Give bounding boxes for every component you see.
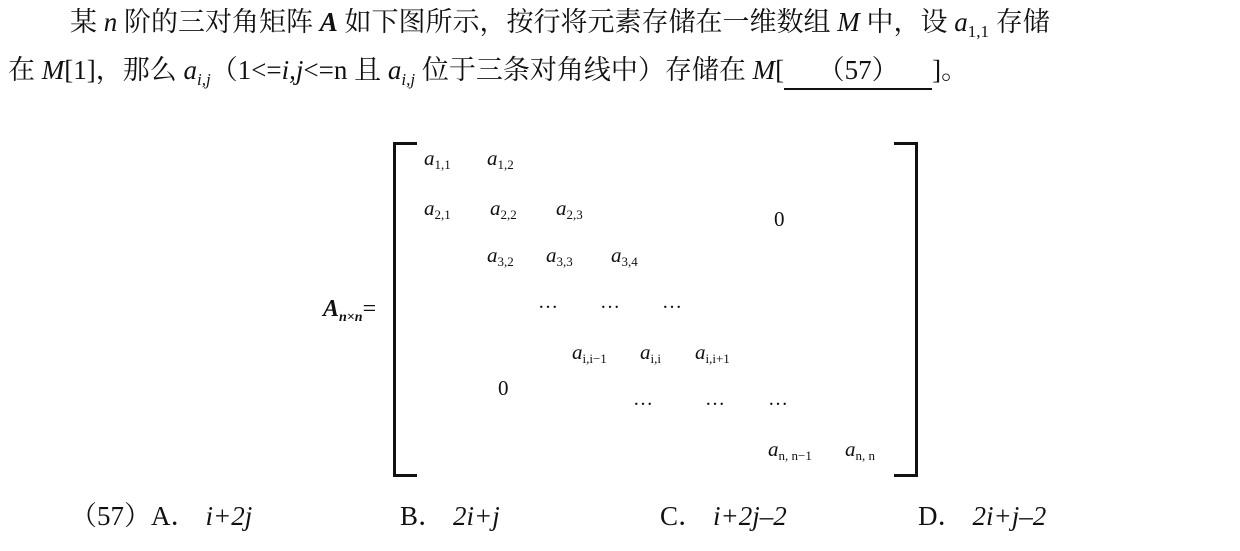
matrix-dots: … — [538, 291, 559, 313]
matrix-element: $a_{i,i}$ — [640, 340, 661, 366]
matrix-element: $a_{1,2}$ — [487, 146, 514, 172]
var-A: A — [319, 7, 338, 37]
matrix-dots: … — [600, 291, 621, 313]
matrix-element: $a_{2,2}$ — [490, 196, 517, 222]
var-n: n — [103, 7, 118, 37]
matrix-lhs: $A_{n\times n}=$ — [323, 296, 377, 325]
matrix-zero-lower: 0 — [498, 376, 509, 400]
question-line-1: 某 n 阶的三对角矩阵 A 如下图所示，按行将元素存储在一维数组 M 中，设 $a_{1,1}$ 存储 — [70, 7, 1050, 41]
matrix-element: $a_{3,3}$ — [546, 243, 573, 269]
question-line-2: 在 M[1]，那么 $a_{i,j}(1<=i,j<=n$ 且 $a_{i,j}$ 位于三条对角线中）存储在 M[ （57） ]。 — [8, 52, 968, 90]
matrix-element: $a_{n, n}$ — [845, 437, 875, 463]
matrix-bracket-right — [894, 142, 918, 477]
matrix-element: $a_{3,2}$ — [487, 243, 514, 269]
matrix-zero-upper: 0 — [774, 207, 785, 231]
matrix-element: $a_{n, n-1}$ — [768, 437, 812, 463]
option-c: C． i+2j–2 — [660, 501, 787, 531]
question-number: （57） — [70, 501, 151, 531]
matrix-dots: … — [633, 388, 654, 410]
matrix-element: $a_{i,i+1}$ — [695, 340, 730, 366]
var-aij: $a_{i,j}$ — [183, 55, 211, 89]
matrix-bracket-left — [393, 142, 417, 477]
matrix-element: $a_{2,1}$ — [424, 196, 451, 222]
matrix-element: $a_{2,3}$ — [556, 196, 583, 222]
matrix-element: $a_{1,1}$ — [424, 146, 451, 172]
matrix-dots: … — [768, 388, 789, 410]
matrix-element: $a_{3,4}$ — [611, 243, 638, 269]
var-M: M — [837, 7, 860, 37]
option-b: B． 2i+j — [400, 501, 500, 531]
var-a11: $a_{1,1}$ — [954, 7, 990, 41]
matrix-dots: … — [662, 291, 683, 313]
option-d: D． 2i+j–2 — [918, 501, 1047, 531]
matrix-element: $a_{i,i-1}$ — [572, 340, 607, 366]
matrix-dots: … — [705, 388, 726, 410]
answer-blank: （57） — [784, 52, 932, 90]
option-a: （57）A． i+2j — [70, 501, 253, 531]
